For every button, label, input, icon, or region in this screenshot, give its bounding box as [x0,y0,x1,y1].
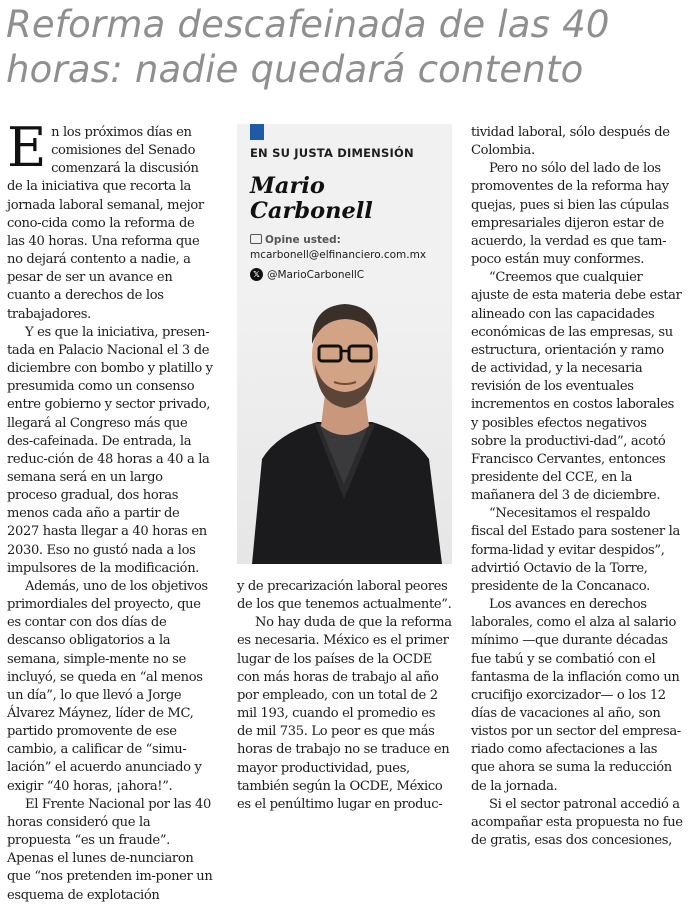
paragraph-8: Pero no sólo del lado de los promoventes de la reforma hay quejas, pues si bien las cúpulas empresariales dijeron estar de acuerdo, la verdad es que tam-poco están muy conformes. [471,161,669,268]
section-accent-tab [250,124,264,140]
article-column-3 [471,124,683,850]
paragraph-2: Y es que la iniciativa, presen-tada en Palacio Nacional el 3 de diciembre con bombo y platillo y presumida como un consenso entre gobierno y sector privado, llegará al Congreso más que des-cafeinada. De entrada, la reduc-ción de 48 horas a 40 a la semana será en un largo proceso gradual, dos horas menos cada año a partir de 2027 hasta llegar a 40 horas en 2030. Eso no gustó nada a los impulsores de la modificación. [7,324,213,576]
paragraph-1 [7,116,213,324]
x-handle-text: @MarioCarbonellC [267,268,365,281]
chat-bubble-icon [250,234,262,244]
headline: Reforma descafeinada de las 40 horas: nadie quedará contento [6,3,610,91]
columnist-x-handle[interactable] [250,268,364,281]
article-column-1 [7,116,213,905]
columnist-first-name: Mario [250,173,325,199]
column-section-title: EN SU JUSTA DIMENSIÓN [250,146,414,160]
paragraph-12: Si el sector patronal accedió a acompañar esta propuesta no fue de gratis, esas dos concesiones, [471,796,683,849]
columnist-last-name: Carbonell [250,198,373,224]
columnist-email[interactable]: mcarbonell@elfinanciero.com.mx [250,249,427,261]
columnist-box [237,124,452,564]
paragraph-4: El Frente Nacional por las 40 horas consideró que la propuesta “es un fraude”. Apenas el lunes de-nunciaron que “nos pretenden im-poner un esquema de explotación [7,796,213,903]
paragraph-5: y de precarización laboral peores de los que tenemos actualmente”. [237,579,452,613]
paragraph-3: Además, uno de los objetivos primordiales del proyecto, que es contar con dos días de descanso obligatorios a la semana, simple-mente no se incluyó, se queda en “al menos un día”, lo que llevó a Jorge Álvarez Máynez, líder de MC, partido promovente de ese cambio, a calificar de “simu-lación” el acuerdo anunciado y exigir “40 horas, ¡ahora!”. [7,578,208,794]
paragraph-1-text: n los próximos días en comisiones del Senado comenzará la discusión de la iniciativa que recorta la jornada laboral semanal, mejor cono-cida como la reforma de las 40 horas. Una reforma que no dejará contento a nadie, a pesar de ser un avance en cuanto a derechos de los trabajadores. [7,125,204,322]
paragraph-9: “Creemos que cualquier ajuste de esta materia debe estar alineado con las capacidades económicas de las empresas, su estructura, orientación y ramo de actividad, y la necesaria revisión de los eventuales incrementos en costos laborales y posibles efectos negativos sobre la productivi-dad”, acotó Francisco Cervantes, entonces presidente del CCE, en la mañanera del 3 de diciembre. [471,270,682,504]
paragraph-10: “Necesitamos el respaldo fiscal del Estado para sostener la forma-lidad y evitar despidos”, advirtió Octavio de la Torre, presidente de la Concanaco. [471,506,680,594]
article-column-2 [237,578,452,814]
paragraph-6: No hay duda de que la reforma es necesaria. México es el primer lugar de los países de la OCDE con más horas de trabajo al año por empleado, con un total de 2 mil 193, cuando el promedio es de mil 735. Lo peor es que más horas de trabajo no se traduce en mayor productividad, pues, también según la OCDE, México es el penúltimo lugar en produc- [237,615,452,812]
opine-label-text: Opine usted: [265,234,341,246]
drop-cap: E [7,116,47,179]
columnist-name [250,174,373,224]
x-logo-icon: 𝕏 [250,268,263,281]
paragraph-11: Los avances en derechos laborales, como el alza al salario mínimo —que durante décadas fue tabú y se combatió con el fantasma de la inflación como un crucifijo exorcizador— o los 12 días de vacaciones al año, son vistos por un sector del empresa-riado como afectaciones a las que ahora se suma la reducción de la jornada. [471,597,681,794]
paragraph-7: tividad laboral, sólo después de Colombia. [471,125,670,159]
opine-label [250,234,341,246]
columnist-portrait [237,294,452,564]
